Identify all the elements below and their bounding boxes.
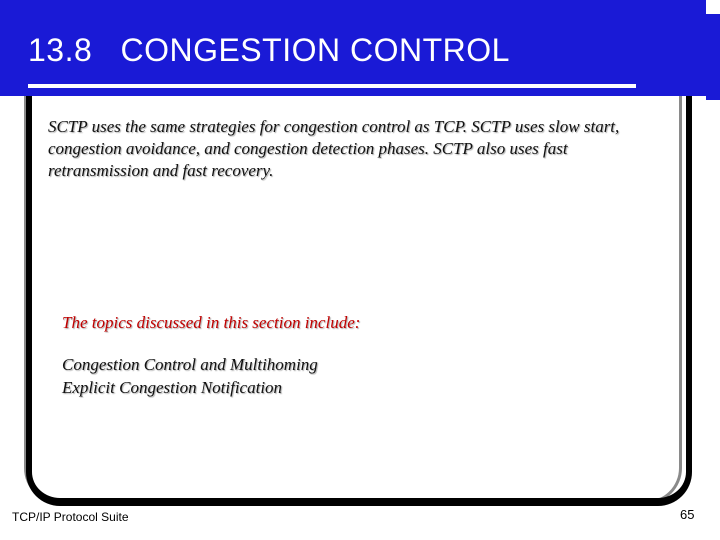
topics-heading: The topics discussed in this section include: [62, 313, 361, 332]
footer-book-title: TCP/IP Protocol Suite [12, 510, 129, 524]
title-underline [28, 84, 636, 88]
slide-title: 13.8 CONGESTION CONTROL [28, 32, 510, 68]
topics-list [62, 353, 318, 399]
topic-item: Explicit Congestion Notification [62, 378, 283, 397]
intro-paragraph: SCTP uses the same strategies for congestion control as TCP. SCTP uses slow start, congestion avoidance, and congestion detection phases. SCTP also uses fast retransmission and fast recovery. [48, 117, 620, 180]
topic-item: Congestion Control and Multihoming [62, 355, 318, 374]
title-bar-corner [706, 0, 720, 100]
page-number: 65 [680, 507, 695, 522]
